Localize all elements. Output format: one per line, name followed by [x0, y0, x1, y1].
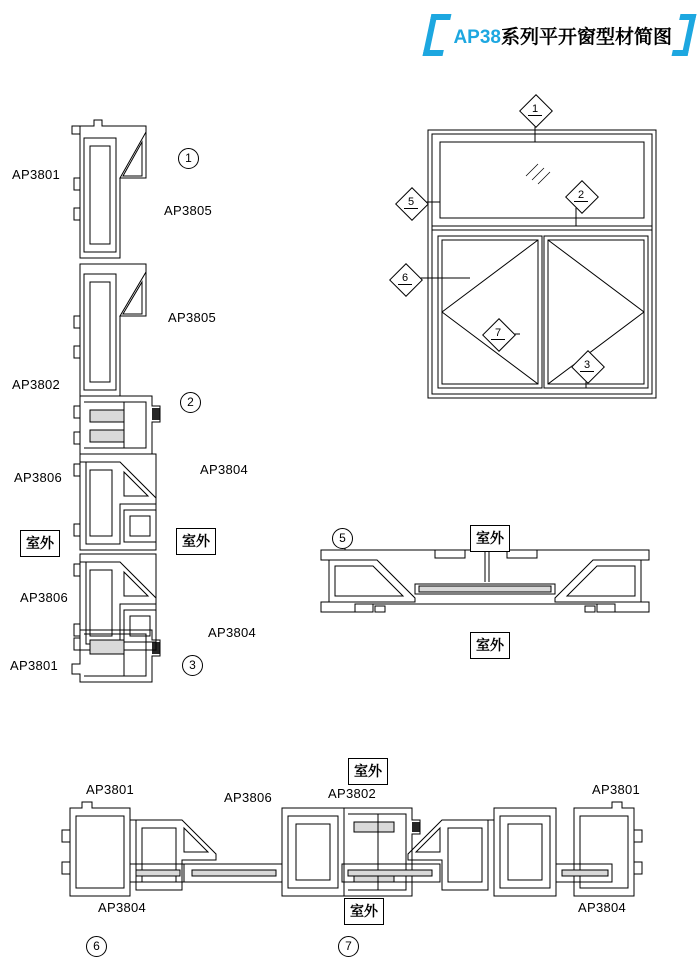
title-bar: [427, 14, 692, 56]
label-ap3805-upper: AP3805: [164, 203, 213, 218]
outdoor-tag-bottom-2: 室外: [344, 898, 384, 925]
callout-diamond-1-label: 1: [524, 99, 546, 121]
callout-diamond-2: [570, 185, 592, 207]
outdoor-tag-bottom-1: 室外: [348, 758, 388, 785]
label-ap3804-upper: AP3804: [200, 462, 249, 477]
label-bottom-ap3804-right: AP3804: [578, 900, 627, 915]
callout-diamond-7: [487, 323, 509, 345]
outdoor-tag-mid-1: 室外: [470, 525, 510, 552]
callout-circle-3: 3: [182, 655, 203, 676]
label-bottom-ap3806: AP3806: [224, 790, 273, 805]
callout-diamond-7-label: 7: [487, 323, 509, 345]
left-profile-section-drawing: [60, 118, 240, 698]
label-ap3806-upper: AP3806: [14, 470, 63, 485]
window-elevation-drawing: [380, 90, 680, 430]
label-bottom-ap3801-left: AP3801: [86, 782, 135, 797]
title-bracket-right-icon: [672, 14, 697, 56]
label-ap3801-bottom: AP3801: [10, 658, 59, 673]
callout-diamond-6-label: 6: [394, 268, 416, 290]
bottom-horizontal-section-drawing: [52, 800, 652, 910]
label-ap3804-lower: AP3804: [208, 625, 257, 640]
label-bottom-ap3804-left: AP3804: [98, 900, 147, 915]
callout-diamond-5-label: 5: [400, 192, 422, 214]
label-ap3802-left: AP3802: [12, 377, 61, 392]
outdoor-tag-left-2: 室外: [176, 528, 216, 555]
label-ap3801-top: AP3801: [12, 167, 61, 182]
callout-diamond-1: [524, 99, 546, 121]
callout-circle-2: 2: [180, 392, 201, 413]
label-ap3805-mid: AP3805: [168, 310, 217, 325]
callout-diamond-3: [576, 355, 598, 377]
callout-circle-7: 7: [338, 936, 359, 957]
callout-circle-5: 5: [332, 528, 353, 549]
title-accent: AP38: [453, 26, 501, 48]
title-rest: 系列平开窗型材简图: [500, 26, 672, 48]
callout-circle-6: 6: [86, 936, 107, 957]
title-bracket-left-icon: [423, 14, 452, 56]
outdoor-tag-left-1: 室外: [20, 530, 60, 557]
callout-circle-1: 1: [178, 148, 199, 169]
callout-diamond-2-label: 2: [570, 185, 592, 207]
label-ap3806-lower: AP3806: [20, 590, 69, 605]
label-bottom-ap3802: AP3802: [328, 786, 377, 801]
callout-diamond-6: [394, 268, 416, 290]
outdoor-tag-mid-2: 室外: [470, 632, 510, 659]
page-title: [453, 22, 672, 49]
mid-horizontal-section-drawing: [315, 540, 655, 640]
callout-diamond-5: [400, 192, 422, 214]
label-bottom-ap3801-right: AP3801: [592, 782, 641, 797]
callout-diamond-3-label: 3: [576, 355, 598, 377]
